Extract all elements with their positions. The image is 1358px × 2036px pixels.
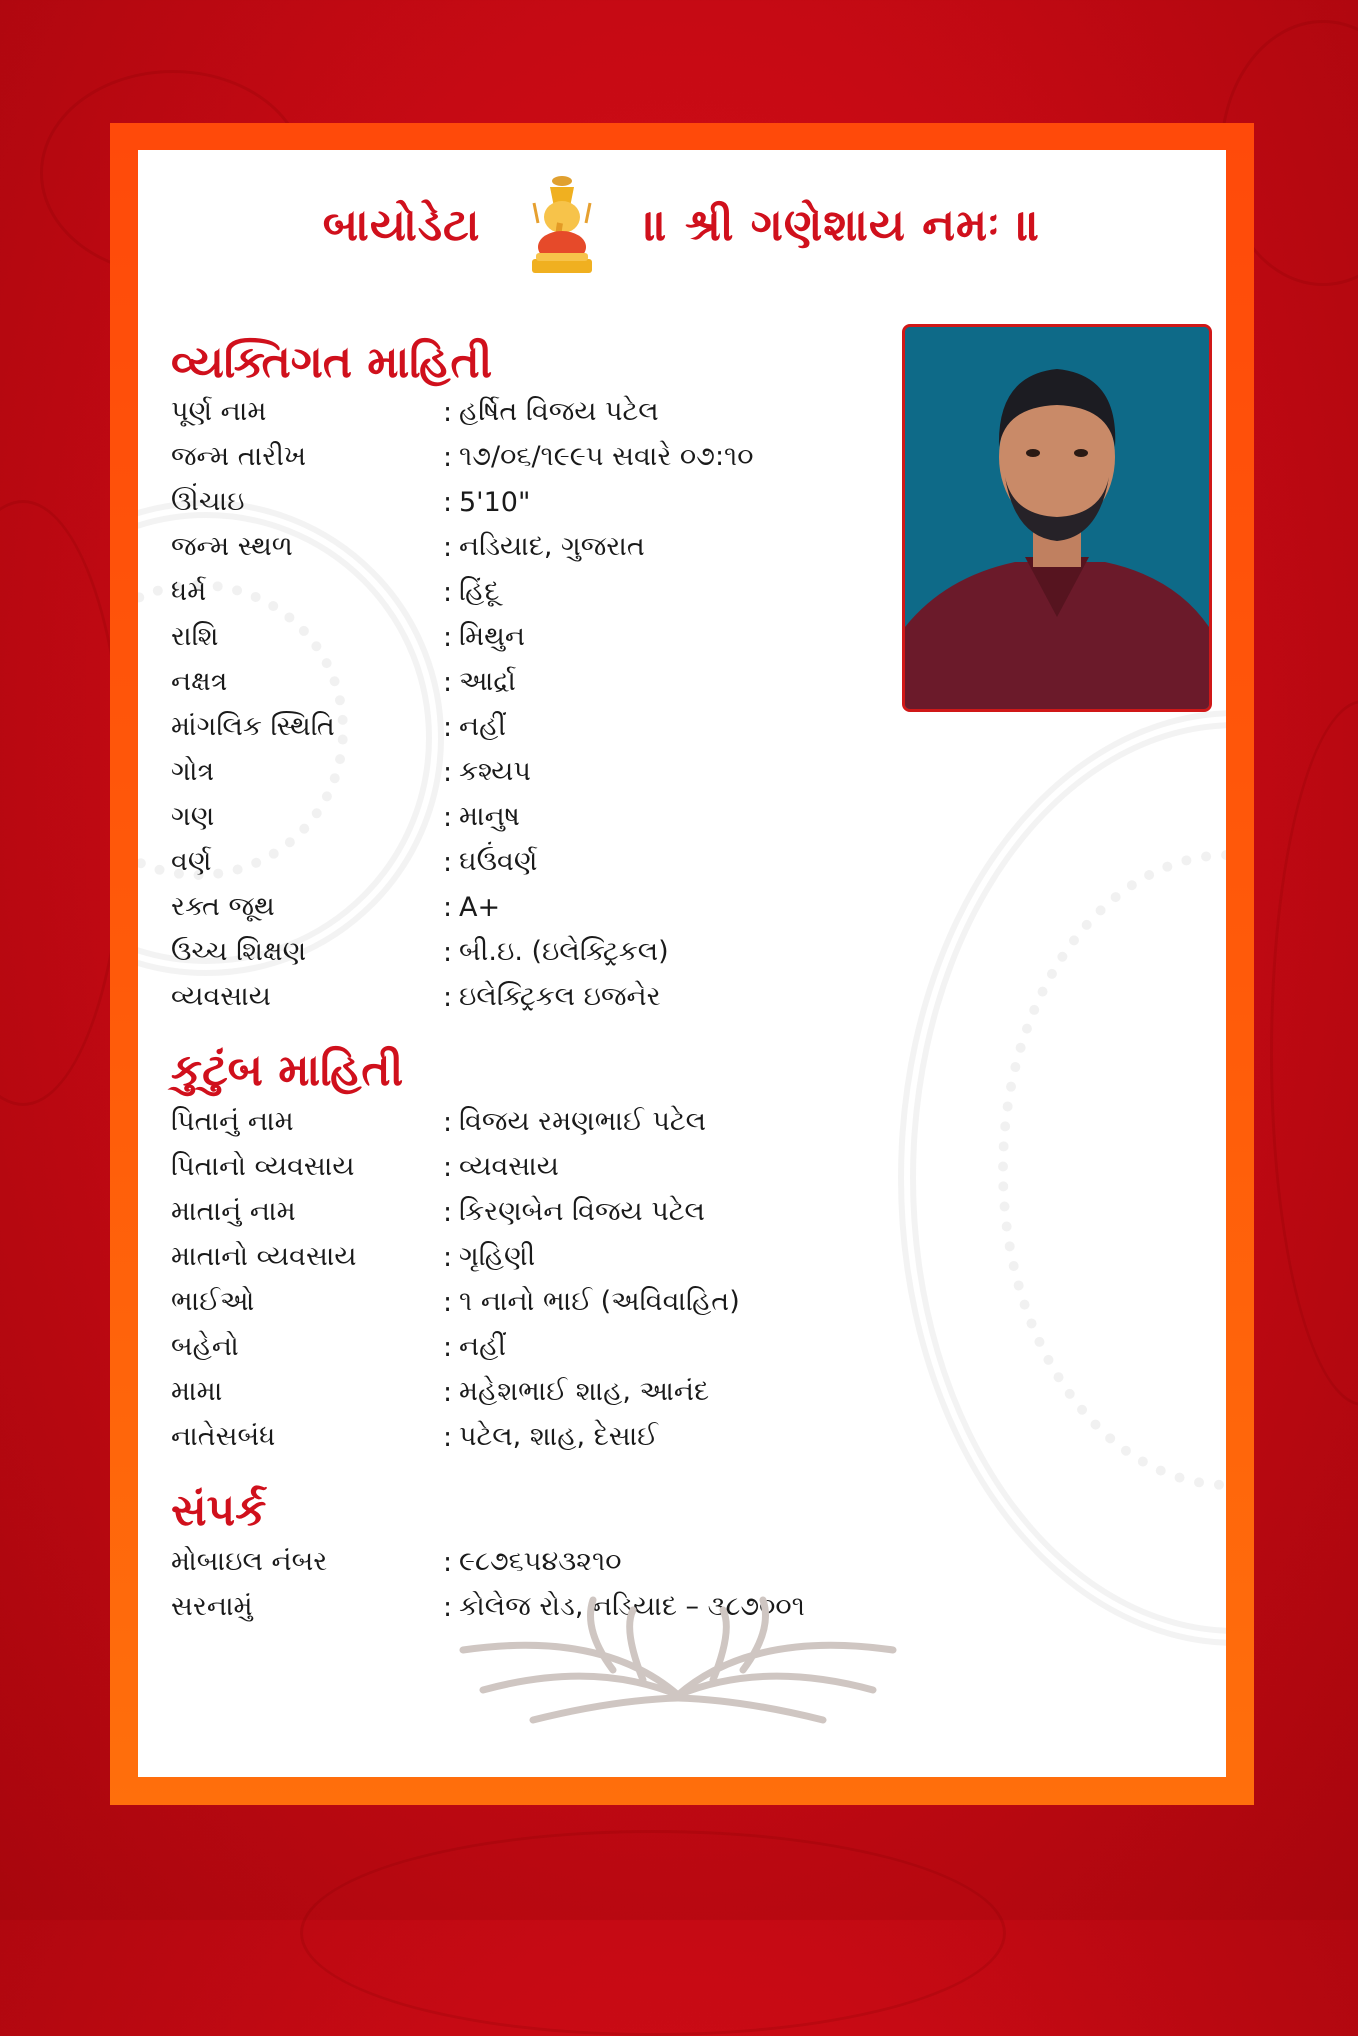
row-value: વિજય રમણભાઈ પટેલ — [459, 1106, 707, 1137]
row-value: હર્ષિત વિજય પટેલ — [459, 396, 659, 427]
row-value: ૧ નાનો ભાઈ (અવિવાહિત) — [459, 1286, 740, 1317]
row-label: ગોત્ર — [171, 756, 215, 787]
row-value: નહીં — [459, 1331, 507, 1362]
info-row: ગણ : માનુષ — [171, 801, 520, 833]
row-value: ૯૮૭૬૫૪૩૨૧૦ — [459, 1546, 622, 1577]
row-value: નહીં — [459, 711, 507, 742]
info-row: માતાનો વ્યવસાય : ગૃહિણી — [171, 1241, 536, 1273]
row-value: કોલેજ રોડ, નડિયાદ – ૩૮૭૦૦૧ — [459, 1591, 805, 1622]
background-swirl — [300, 1830, 1006, 2036]
row-label: ધર્મ — [171, 576, 207, 607]
row-label: રક્ત જૂથ — [171, 891, 275, 922]
info-row: માંગલિક સ્થિતિ : નહીં — [171, 711, 507, 743]
row-value: આર્દ્રા — [459, 666, 516, 697]
row-value: હિંદૂ — [459, 576, 500, 607]
invocation-title: ॥ શ્રી ગણેશાય નમઃ ॥ — [644, 199, 1042, 251]
row-label: પિતાનો વ્યવસાય — [171, 1151, 355, 1182]
info-row: માતાનું નામ : કિરણબેન વિજય પટેલ — [171, 1196, 705, 1228]
section-title-contact: સંપર્ક — [171, 1485, 267, 1536]
leaf-ornament-icon — [443, 1590, 913, 1730]
info-row: ઊંચાઇ : 5'10" — [171, 486, 531, 518]
info-row: ઉચ્ચ શિક્ષણ : બી.ઇ. (ઇલેક્ટ્રિકલ) — [171, 936, 669, 968]
info-row: નાતેસબંધ : પટેલ, શાહ, દેસાઈ — [171, 1421, 659, 1453]
info-row: મામા : મહેશભાઈ શાહ, આનંદ — [171, 1376, 710, 1408]
info-row: વ્યવસાય : ઇલેક્ટ્રિકલ ઇજનેર — [171, 981, 661, 1013]
page-header — [138, 150, 1226, 300]
row-label: ભાઈઓ — [171, 1286, 255, 1317]
row-label: પિતાનું નામ — [171, 1106, 294, 1137]
section-title-personal: વ્યક્તિગત માહિતી — [171, 337, 493, 388]
row-label: મામા — [171, 1376, 223, 1407]
info-row: પિતાનું નામ : વિજય રમણભાઈ પટેલ — [171, 1106, 707, 1138]
row-value: પટેલ, શાહ, દેસાઈ — [459, 1421, 659, 1452]
background-swirl — [1270, 700, 1358, 1406]
info-row: વર્ણ : ઘઉંવર્ણ — [171, 846, 538, 878]
row-value: 5'10" — [459, 486, 531, 518]
row-value: ઘઉંવર્ણ — [459, 846, 538, 877]
biodata-card — [138, 150, 1226, 1777]
row-label: મોબાઇલ નંબર — [171, 1546, 328, 1577]
info-row: રાશિ : મિથુન — [171, 621, 525, 653]
row-value: કિરણબેન વિજય પટેલ — [459, 1196, 705, 1227]
row-value: ૧૭/૦૬/૧૯૯૫ સવારે ૦૭:૧૦ — [459, 441, 754, 472]
info-row: પિતાનો વ્યવસાય : વ્યવસાય — [171, 1151, 559, 1183]
row-label: માતાનો વ્યવસાય — [171, 1241, 357, 1272]
row-label: ઉચ્ચ શિક્ષણ — [171, 936, 307, 967]
biodata-title: બાયોડેટા — [322, 199, 481, 251]
row-label: માતાનું નામ — [171, 1196, 296, 1227]
row-value: મિથુન — [459, 621, 525, 652]
row-label: વ્યવસાય — [171, 981, 271, 1012]
row-label: જન્મ તારીખ — [171, 441, 307, 472]
info-row: ભાઈઓ : ૧ નાનો ભાઈ (અવિવાહિત) — [171, 1286, 740, 1318]
row-label: વર્ણ — [171, 846, 212, 877]
row-value: કશ્યપ — [459, 756, 531, 787]
info-row: ગોત્ર : કશ્યપ — [171, 756, 531, 788]
row-label: જન્મ સ્થળ — [171, 531, 293, 562]
row-value: વ્યવસાય — [459, 1151, 559, 1182]
row-value: A+ — [459, 891, 501, 923]
section-title-family: કુટુંબ માહિતી — [171, 1045, 404, 1096]
row-value: ગૃહિણી — [459, 1241, 536, 1272]
row-label: ઊંચાઇ — [171, 486, 245, 517]
row-value: બી.ઇ. (ઇલેક્ટ્રિકલ) — [459, 936, 669, 967]
row-label: ગણ — [171, 801, 215, 832]
row-label: નક્ષત્ર — [171, 666, 228, 697]
info-row: જન્મ સ્થળ : નડિયાદ, ગુજરાત — [171, 531, 645, 563]
background-swirl — [0, 500, 126, 1106]
row-label: માંગલિક સ્થિતિ — [171, 711, 335, 742]
row-label: નાતેસબંધ — [171, 1421, 276, 1452]
row-label: બહેનો — [171, 1331, 239, 1362]
info-row: મોબાઇલ નંબર : ૯૮૭૬૫૪૩૨૧૦ — [171, 1546, 622, 1578]
row-label: સરનામું — [171, 1591, 253, 1622]
info-row: નક્ષત્ર : આર્દ્રા — [171, 666, 516, 698]
info-row: રક્ત જૂથ : A+ — [171, 891, 501, 923]
row-label: રાશિ — [171, 621, 219, 652]
row-value: નડિયાદ, ગુજરાત — [459, 531, 645, 562]
ganesha-idol-icon — [520, 173, 604, 277]
info-row: જન્મ તારીખ : ૧૭/૦૬/૧૯૯૫ સવારે ૦૭:૧૦ — [171, 441, 754, 473]
profile-photo — [902, 324, 1212, 712]
row-value: ઇલેક્ટ્રિકલ ઇજનેર — [459, 981, 661, 1012]
info-row: પૂર્ણ નામ : હર્ષિત વિજય પટેલ — [171, 396, 659, 428]
info-row: સરનામું : કોલેજ રોડ, નડિયાદ – ૩૮૭૦૦૧ — [171, 1591, 805, 1623]
info-row: બહેનો : નહીં — [171, 1331, 507, 1363]
row-value: માનુષ — [459, 801, 520, 832]
row-label: પૂર્ણ નામ — [171, 396, 267, 427]
row-value: મહેશભાઈ શાહ, આનંદ — [459, 1376, 710, 1407]
info-row: ધર્મ : હિંદૂ — [171, 576, 500, 608]
